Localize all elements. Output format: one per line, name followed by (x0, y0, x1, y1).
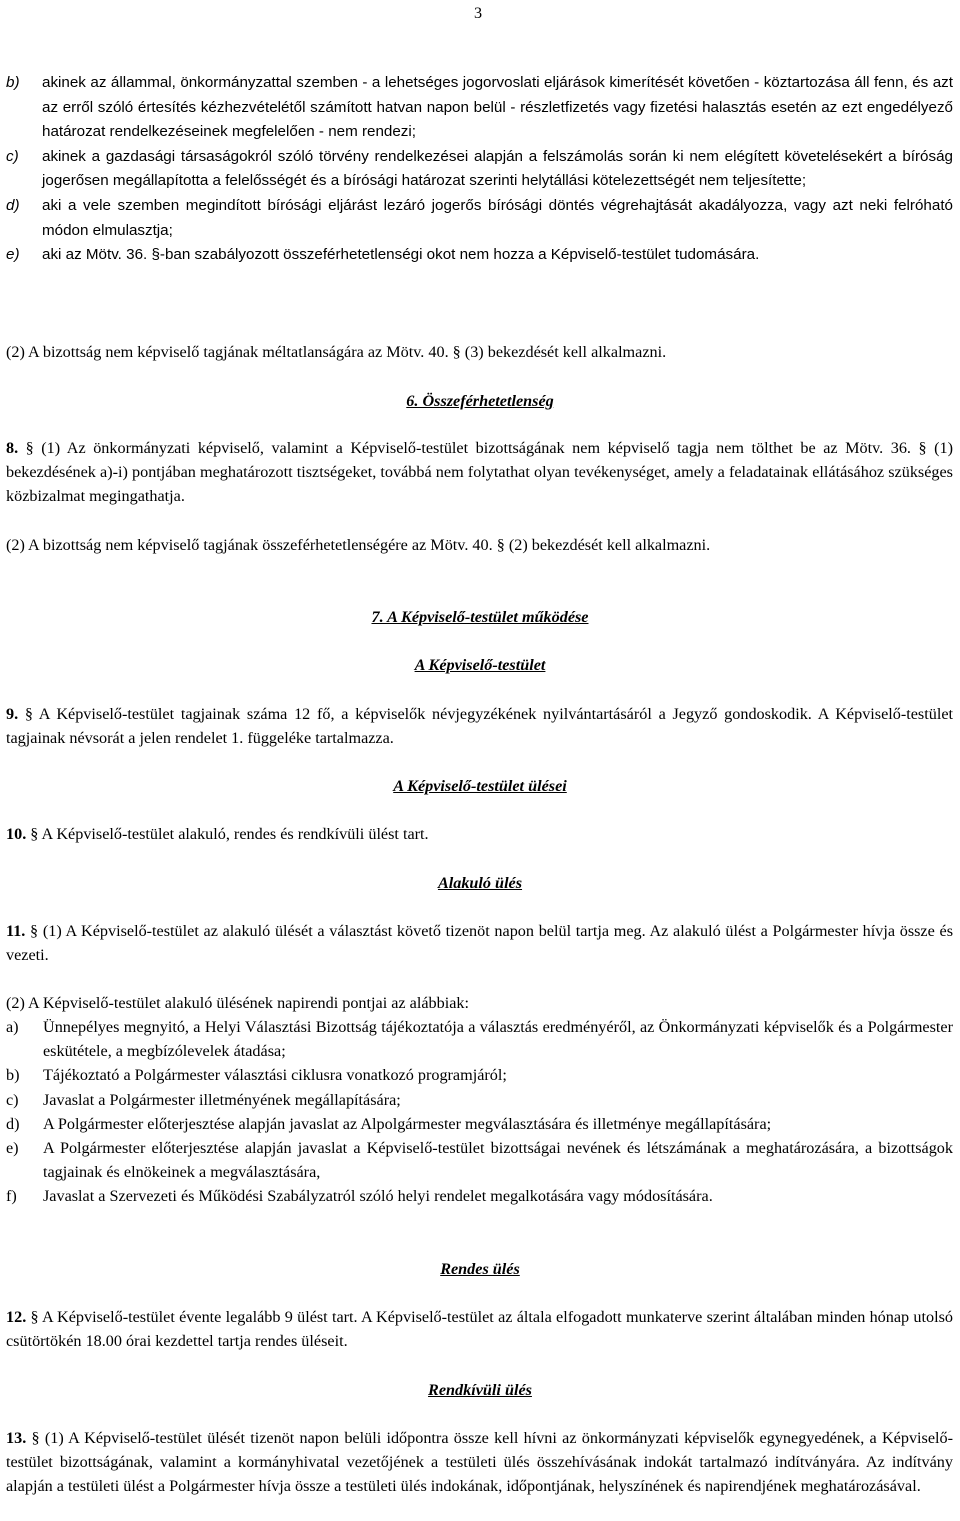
paragraph-11-2: (2) A Képviselő-testület alakuló ülésének napirendi pontjai az alábbiak: (6, 994, 469, 1012)
paragraph-number: 8. (6, 439, 19, 457)
agenda-item-d (6, 1112, 953, 1136)
subheading-rendes-ules: Rendes ülés (440, 1260, 520, 1278)
agenda-item-e (6, 1136, 953, 1184)
paragraph-text: § (1) A Képviselő-testület ülését tizenöt napon belüli időpontra össze kell hívni az önkormányzati képviselők egynegyedének, a Képviselő-testület bizottságának, valamint a kormányhivatal vezetőjének a testületi ülés összehívásának indokát tartalmazó indítványára. Az indítvány alapján a testületi ülést a Polgármester hívja össze a testületi ülés indokának, időpontjának, helyszínének és napirendjének meghatározásával. (6, 1429, 953, 1496)
page-number: 3 (474, 4, 483, 22)
agenda-item-text: Javaslat a Polgármester illetményének megállapítására; (43, 1090, 401, 1109)
list-item-text: akinek az állammal, önkormányzattal szemben - a lehetséges jogorvoslati eljárások kimerítését követően - köztartozása áll fenn, és azt az erről szóló értesítés kézhezvételétől számított hatvan napon belül - részletfizetés vagy fizetési halasztás esetén az ezt engedélyező határozat rendelkezéseinek megfelelően - nem rendezi; (42, 74, 953, 141)
paragraph-number: 13. (6, 1429, 27, 1447)
subheading-alakulo-ules: Alakuló ülés (437, 874, 523, 892)
agenda-item-c (6, 1088, 953, 1112)
section-heading-7: 7. A Képviselő-testület működése (371, 608, 589, 626)
list-item-text: aki a vele szemben megindított bírósági eljárást lezáró jogerős bírósági döntés végrehajtását akadályozza, vagy azt neki felróható módon elmulasztja; (42, 196, 953, 239)
agenda-item-text: Javaslat a Szervezeti és Működési Szabályzatról szóló helyi rendelet megalkotására vagy módosítására. (43, 1187, 713, 1206)
agenda-item-b (6, 1063, 953, 1087)
agenda-item-text: A Polgármester előterjesztése alapján javaslat a Képviselő-testület bizottságai nevének és létszámának a meghatározására, a bizottságok tagjainak és elnökeinek a megválasztására, (43, 1139, 953, 1182)
list-item-label: d) (6, 196, 20, 214)
agenda-list (6, 1015, 953, 1209)
paragraph-11-1 (6, 919, 953, 967)
paragraph-text: § A Képviselő-testület alakuló, rendes és rendkívüli ülést tart. (26, 825, 429, 843)
paragraph-text: § (1) A Képviselő-testület az alakuló ülését a választást követő tizenöt napon belül tartja meg. Az alakuló ülést a Polgármester hívja össze és vezeti. (6, 922, 953, 965)
agenda-item-label: f) (6, 1187, 17, 1206)
paragraph-number: 10. (6, 825, 27, 843)
agenda-item-label: e) (6, 1139, 19, 1158)
paragraph-10 (6, 822, 953, 846)
agenda-item-text: Ünnepélyes megnyitó, a Helyi Választási Bizottság tájékoztatója a választás eredményéről, az Önkormányzati képviselők és a Polgármester eskütétele, a megbízólevelek átadása; (43, 1018, 953, 1061)
list-item-d (6, 194, 953, 243)
list-item-e (6, 243, 953, 268)
agenda-item-text: A Polgármester előterjesztése alapján javaslat az Alpolgármester megválasztására és illetménye megállapítására; (43, 1114, 772, 1133)
list-item-label: c) (6, 147, 19, 165)
agenda-item-label: d) (6, 1114, 20, 1133)
paragraph-number: 9. (6, 705, 19, 723)
list-item-label: b) (6, 74, 20, 91)
list-item-text: aki az Mötv. 36. §-ban szabályozott összeférhetetlenségi okot nem hozza a Képviselő-testület tudomására. (42, 246, 760, 264)
paragraph-text: § (1) Az önkormányzati képviselő, valamint a Képviselő-testület bizottságának nem képviselő tagja nem tölthet be az Mötv. 36. § (1) bekezdésének a)-i) pontjában meghatározott tisztségeket, továbbá nem folytathat olyan tevékenységet, amely a feladatainak ellátásához szükséges közbizalmat megingathatja. (6, 439, 953, 506)
paragraph-text: § A Képviselő-testület tagjainak száma 12 fő, a képviselők névjegyzékének nyilvántartásáról a Jegyző gondoskodik. A Képviselő-testület tagjainak névsorát a jelen rendelet 1. függeléke tartalmazza. (6, 705, 953, 748)
intro-list (6, 71, 953, 268)
paragraph-9 (6, 702, 953, 750)
section-heading-6: 6. Összeférhetetlenség (406, 392, 554, 410)
subheading-ulesei: A Képviselő-testület ülései (393, 777, 567, 795)
subheading-rendkivuli-ules: Rendkívüli ülés (428, 1381, 532, 1399)
paragraph-13-1 (6, 1426, 953, 1499)
paragraph-8-2: (2) A bizottság nem képviselő tagjának összeférhetetlenségére az Mötv. 40. § (2) bekezdését kell alkalmazni. (6, 536, 711, 554)
agenda-item-label: b) (6, 1066, 20, 1085)
agenda-item-a (6, 1015, 953, 1063)
agenda-item-text: Tájékoztató a Polgármester választási ciklusra vonatkozó programjáról; (43, 1066, 507, 1085)
agenda-item-label: a) (6, 1018, 19, 1036)
list-item-b (6, 71, 953, 145)
paragraph-number: 11. (6, 922, 26, 940)
paragraph-8-1 (6, 436, 953, 509)
paragraph-7-2: (2) A bizottság nem képviselő tagjának méltatlanságára az Mötv. 40. § (3) bekezdését kell alkalmazni. (6, 343, 667, 361)
list-item-text: akinek a gazdasági társaságokról szóló törvény rendelkezései alapján a felszámolás során ki nem elégített követelésekért a bíróság jogerősen megállapította a felelősségét és a bírósági határozat szerinti helytállási kötelezettségét nem teljesítette; (42, 147, 953, 190)
agenda-item-label: c) (6, 1090, 19, 1109)
list-item-c (6, 145, 953, 194)
agenda-item-f (6, 1184, 953, 1208)
subheading-kepviselo-testulet: A Képviselő-testület (414, 656, 546, 674)
paragraph-text: § A Képviselő-testület évente legalább 9 ülést tart. A Képviselő-testület az általa elfogadott munkaterve szerint általában minden hónap utolsó csütörtökén 18.00 órai kezdettel tartja rendes üléseit. (6, 1308, 953, 1351)
paragraph-12 (6, 1305, 953, 1353)
paragraph-number: 12. (6, 1308, 27, 1326)
list-item-label: e) (6, 246, 20, 264)
